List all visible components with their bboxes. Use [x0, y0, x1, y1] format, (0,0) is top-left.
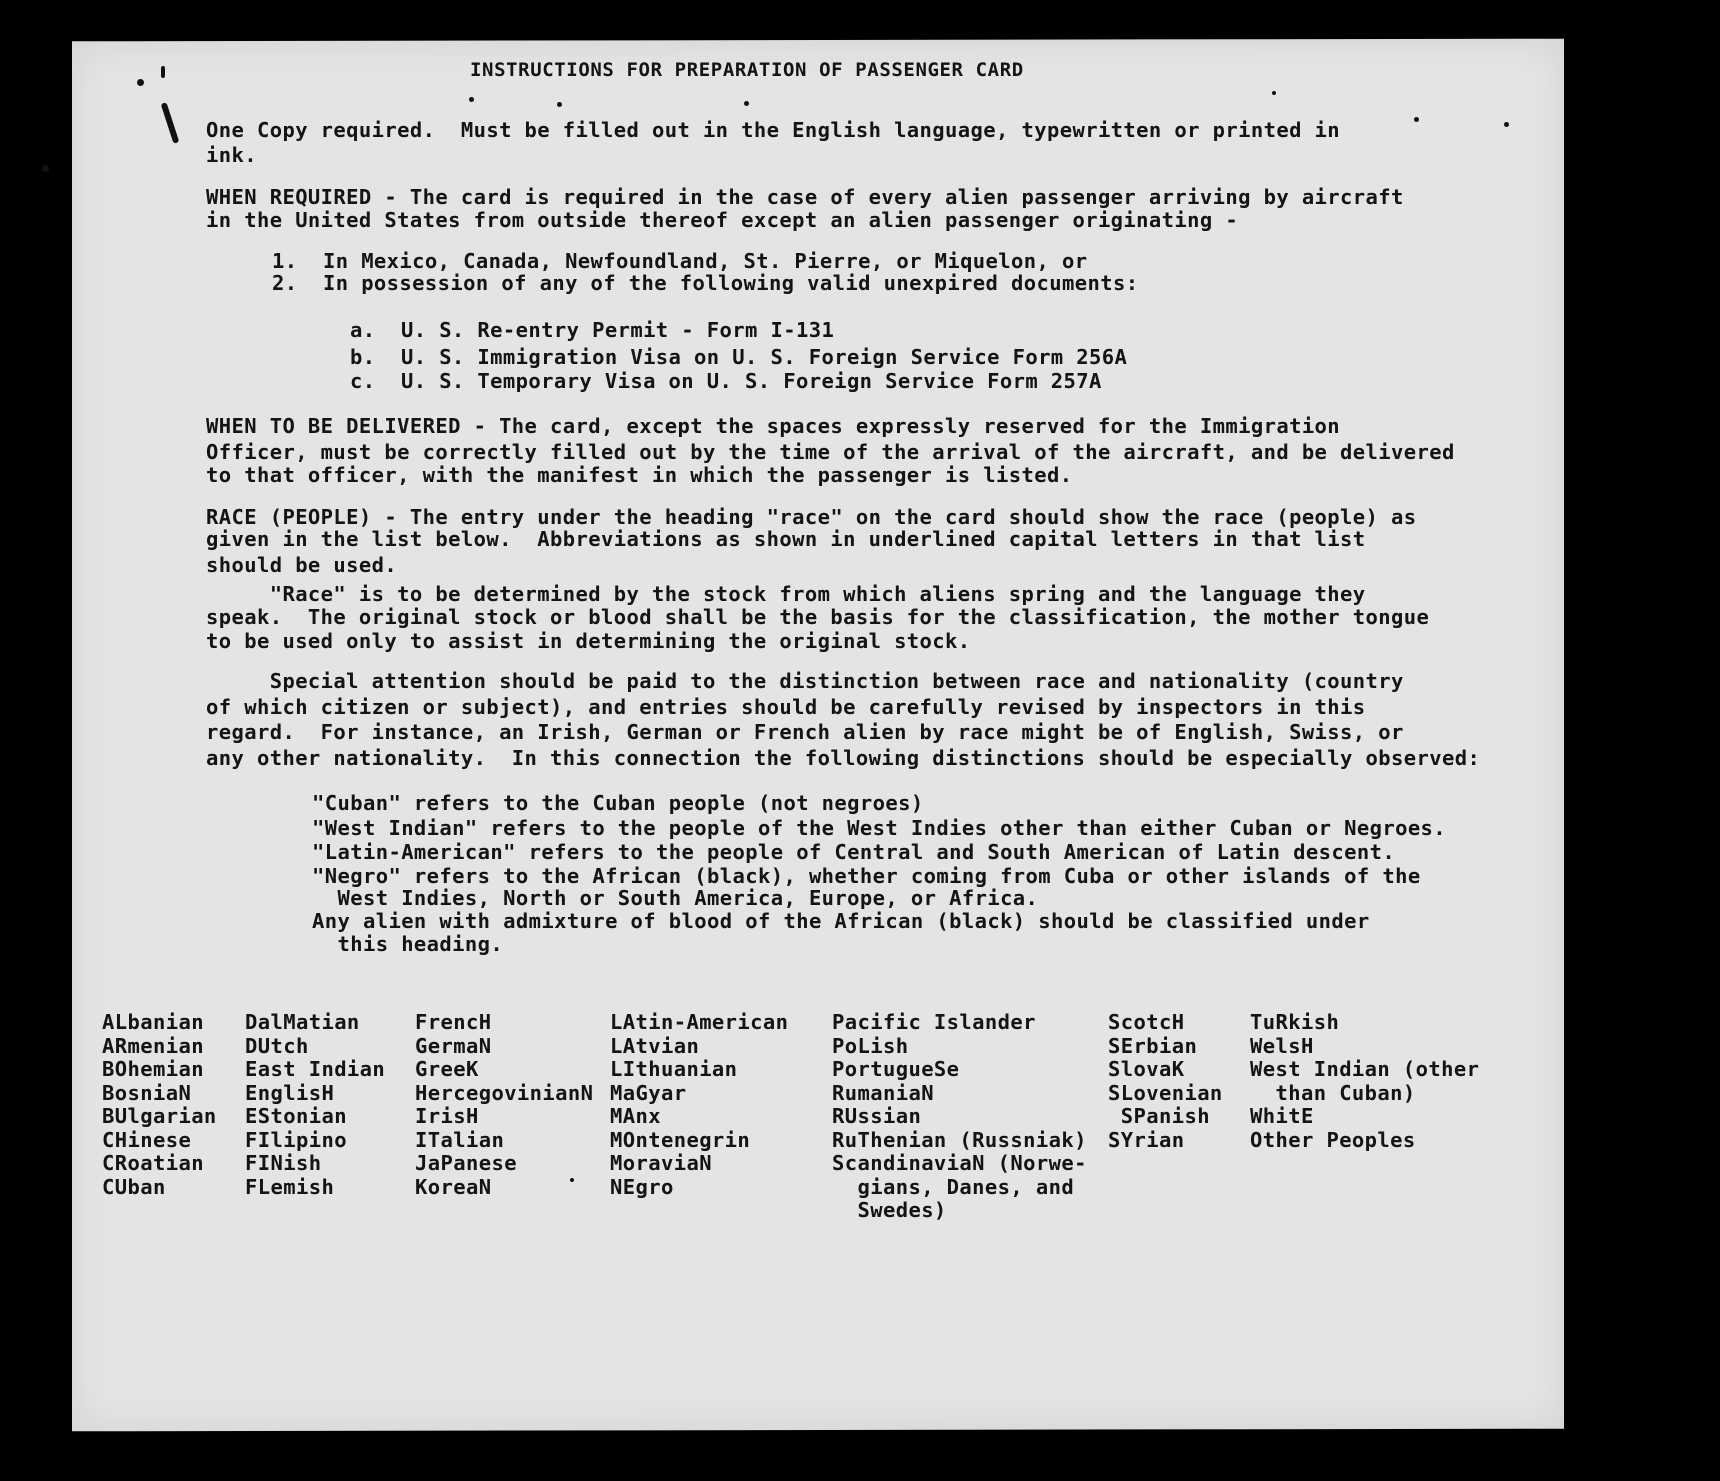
- ink-speck: [1272, 91, 1276, 95]
- race-list-item: GermaN: [415, 1033, 492, 1058]
- race-list-item: KoreaN: [415, 1174, 492, 1199]
- when-delivered-line: WHEN TO BE DELIVERED - The card, except the spaces expressly reserved for the Immigration: [206, 414, 1341, 438]
- ink-speck: [137, 79, 144, 86]
- race-list-item: BOhemian: [102, 1057, 204, 1081]
- race-list-item: CHinese: [102, 1127, 192, 1152]
- ink-speck: [1414, 117, 1419, 122]
- race-list-item: CRoatian: [102, 1151, 204, 1175]
- race-list-item: ITalian: [415, 1127, 505, 1152]
- ink-speck: [469, 97, 474, 102]
- race-list-item: SPanish: [1108, 1104, 1210, 1128]
- special-attention-line: regard. For instance, an Irish, German or French alien by race might be of English, Swiss, or: [206, 720, 1404, 744]
- race-list-column: [415, 1012, 593, 1200]
- race-list-item: TuRkish: [1250, 1010, 1340, 1034]
- special-attention-line: of which citizen or subject), and entries should be carefully revised by inspectors in this: [206, 695, 1366, 719]
- distinction-line: Any alien with admixture of blood of the African (black) should be classified under: [312, 909, 1370, 933]
- race-definition-line: to be used only to assist in determining the original stock.: [206, 629, 971, 653]
- when-required-line: in the United States from outside thereof except an alien passenger originating -: [206, 208, 1239, 232]
- race-list-item: WhitE: [1250, 1104, 1314, 1128]
- race-list-item: Other Peoples: [1250, 1127, 1416, 1152]
- race-list-item: EStonian: [245, 1104, 347, 1128]
- race-list-item: ARmenian: [102, 1033, 204, 1058]
- ink-speck: [744, 101, 749, 106]
- race-list-item: MOntenegrin: [610, 1127, 751, 1152]
- intro-line: One Copy required. Must be filled out in the English language, typewritten or printed in: [206, 118, 1341, 142]
- origin-item: 2. In possession of any of the following valid unexpired documents:: [272, 271, 1139, 295]
- race-list-item: ScandinaviaN (Norwe-: [832, 1151, 1087, 1175]
- race-list-item: GreeK: [415, 1057, 479, 1081]
- race-list-item: ScotcH: [1108, 1010, 1185, 1034]
- distinction-line: "Cuban" refers to the Cuban people (not negroes): [312, 791, 924, 815]
- race-list-item: LAtvian: [610, 1033, 700, 1058]
- intro-line: ink.: [206, 143, 257, 167]
- race-list-item: FLemish: [245, 1174, 335, 1199]
- race-list-column: [1250, 1012, 1479, 1153]
- race-list-item: Swedes): [832, 1198, 947, 1222]
- race-definition-line: "Race" is to be determined by the stock from which aliens spring and the language they: [206, 582, 1366, 606]
- origin-item: 1. In Mexico, Canada, Newfoundland, St. Pierre, or Miquelon, or: [272, 249, 1088, 273]
- race-list-item: NEgro: [610, 1174, 674, 1199]
- when-required-line: WHEN REQUIRED - The card is required in the case of every alien passenger arriving by aircraft: [206, 185, 1404, 209]
- race-list-item: LAtin-American: [610, 1010, 789, 1034]
- race-list-item: SlovaK: [1108, 1057, 1185, 1081]
- race-list-item: RUssian: [832, 1104, 922, 1128]
- race-list-item: ALbanian: [102, 1010, 204, 1034]
- race-list-column: [832, 1012, 1087, 1224]
- race-people-line: RACE (PEOPLE) - The entry under the heading "race" on the card should show the race (people) as: [206, 505, 1417, 529]
- race-list-item: FIlipino: [245, 1127, 347, 1152]
- race-list-item: BosniaN: [102, 1080, 192, 1105]
- document-item: a. U. S. Re-entry Permit - Form I-131: [350, 318, 835, 342]
- race-list-item: PoLish: [832, 1033, 909, 1058]
- race-list-item: JaPanese: [415, 1151, 517, 1175]
- race-list-item: SErbian: [1108, 1033, 1198, 1058]
- race-list-item: PortugueSe: [832, 1057, 960, 1081]
- distinction-line: "West Indian" refers to the people of the West Indies other than either Cuban or Negroes.: [312, 816, 1447, 840]
- when-delivered-line: Officer, must be correctly filled out by the time of the arrival of the aircraft, and be delivered: [206, 440, 1455, 464]
- when-delivered-line: to that officer, with the manifest in which the passenger is listed.: [206, 463, 1073, 487]
- race-list-item: West Indian (other: [1250, 1057, 1480, 1081]
- ink-speck: [557, 102, 562, 107]
- race-list-item: HercegovinianN: [415, 1080, 594, 1105]
- ink-speck: [1504, 122, 1509, 127]
- race-people-line: given in the list below. Abbreviations as shown in underlined capital letters in that list: [206, 527, 1366, 551]
- race-list-item: LIthuanian: [610, 1057, 738, 1081]
- race-people-line: should be used.: [206, 553, 398, 577]
- race-list-item: DalMatian: [245, 1010, 360, 1034]
- race-list-item: IrisH: [415, 1104, 479, 1128]
- document-item: b. U. S. Immigration Visa on U. S. Foreign Service Form 256A: [350, 345, 1128, 369]
- race-list-item: BUlgarian: [102, 1104, 217, 1128]
- race-list-item: RumaniaN: [832, 1080, 934, 1105]
- race-list-item: EnglisH: [245, 1080, 335, 1105]
- race-list-item: RuThenian (Russniak): [832, 1127, 1087, 1152]
- race-list-item: FINish: [245, 1151, 322, 1175]
- race-list-column: [245, 1012, 385, 1200]
- race-list-item: than Cuban): [1250, 1080, 1416, 1105]
- special-attention-line: any other nationality. In this connection the following distinctions should be especially observed:: [206, 746, 1481, 770]
- distinction-line: this heading.: [312, 932, 504, 956]
- race-list-column: [1108, 1012, 1223, 1153]
- page-title: INSTRUCTIONS FOR PREPARATION OF PASSENGER CARD: [470, 59, 1024, 81]
- race-list-item: SYrian: [1108, 1127, 1185, 1152]
- race-list-item: CUban: [102, 1174, 166, 1199]
- ink-speck: [42, 165, 49, 172]
- race-list-item: WelsH: [1250, 1033, 1314, 1058]
- race-list-item: East Indian: [245, 1057, 386, 1081]
- race-list-column: [610, 1012, 788, 1200]
- race-definition-line: speak. The original stock or blood shall be the basis for the classification, the mother tongue: [206, 605, 1430, 629]
- race-list-column: [102, 1012, 217, 1200]
- distinction-line: "Negro" refers to the African (black), whether coming from Cuba or other islands of the: [312, 864, 1421, 888]
- distinction-line: "Latin-American" refers to the people of Central and South American of Latin descent.: [312, 840, 1396, 864]
- document-item: c. U. S. Temporary Visa on U. S. Foreign Service Form 257A: [350, 369, 1102, 393]
- race-list-item: SLovenian: [1108, 1080, 1223, 1105]
- race-list-item: MaGyar: [610, 1080, 687, 1105]
- race-list-item: gians, Danes, and: [832, 1174, 1075, 1199]
- race-list-item: DUtch: [245, 1033, 309, 1058]
- race-list-item: MoraviaN: [610, 1151, 712, 1175]
- race-list-item: MAnx: [610, 1104, 661, 1128]
- ink-speck: [161, 66, 165, 78]
- race-list-item: FrencH: [415, 1010, 492, 1034]
- distinction-line: West Indies, North or South America, Europe, or Africa.: [312, 886, 1039, 910]
- race-list-item: Pacific Islander: [832, 1010, 1036, 1034]
- special-attention-line: Special attention should be paid to the distinction between race and nationality (country: [206, 669, 1404, 693]
